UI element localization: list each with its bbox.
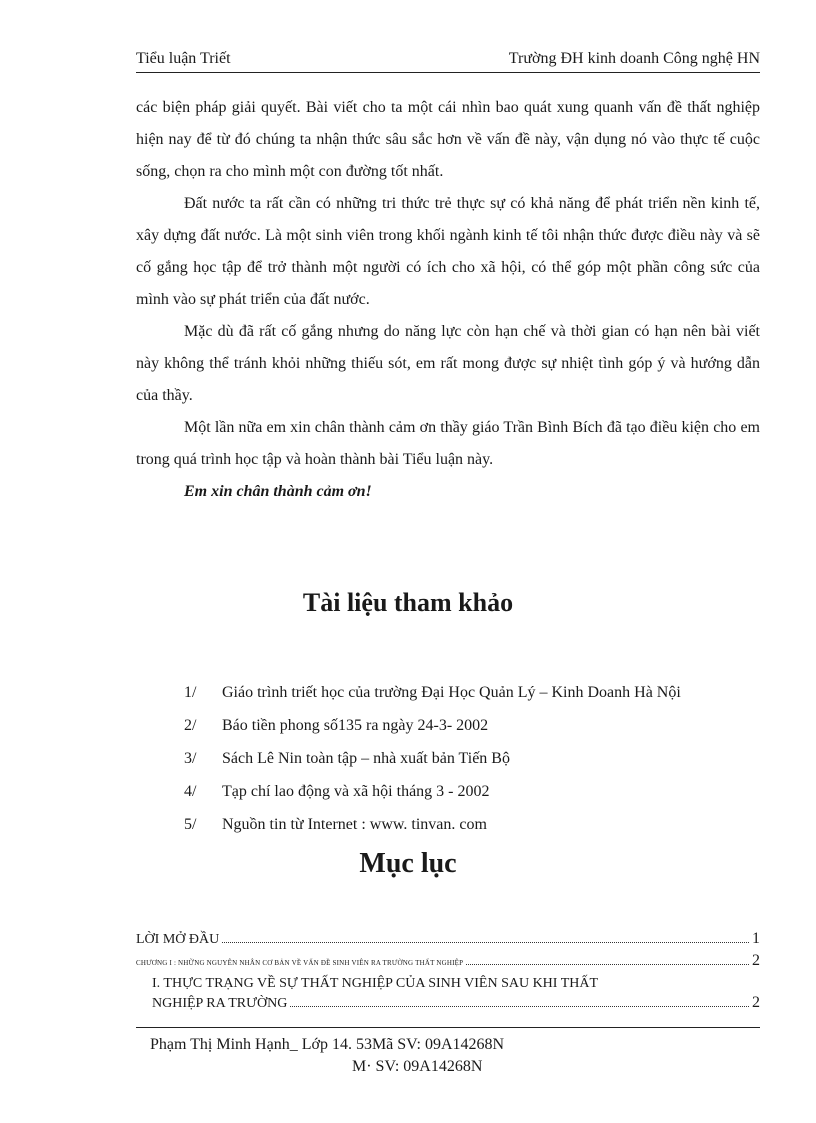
paragraph-3: Mặc dù đã rất cố gắng nhưng do năng lực còn hạn chế và thời gian có hạn nên bài viết này không thể tránh khỏi những thiếu sót, em rất mong được sự nhiệt tình góp ý và hướng dẫn của thầy. (136, 323, 760, 404)
reference-number: 4/ (184, 783, 197, 800)
header-right: Trường ĐH kinh doanh Công nghệ HN (508, 50, 760, 67)
toc-entry-page: 1 (752, 930, 760, 947)
reference-number: 2/ (184, 717, 197, 734)
header-left: Tiểu luận Triết (136, 50, 231, 67)
toc-title: Mục lục (359, 848, 457, 879)
body-text (136, 92, 760, 508)
toc-entry-chapter-1[interactable] (136, 952, 760, 970)
table-of-contents (136, 930, 760, 1012)
footer-divider (136, 1027, 760, 1028)
reference-number: 5/ (184, 816, 197, 833)
references-list (184, 684, 774, 849)
toc-entry-label: LỜI MỞ ĐẦU (136, 932, 220, 947)
toc-entry-section-1[interactable] (136, 976, 760, 992)
reference-number: 3/ (184, 750, 197, 767)
reference-text: Tạp chí lao động và xã hội tháng 3 - 2002 (222, 783, 490, 800)
toc-entry-label: I. THỰC TRẠNG VỀ SỰ THẤT NGHIỆP CỦA SINH VIÊN SAU KHI THẤT (152, 976, 599, 991)
closing-line: Em xin chân thành cảm ơn! (184, 483, 372, 500)
toc-entry-label: CHƯƠNG I : NHỮNG NGUYÊN NHÂN CƠ BẢN VỀ VẤN ĐỀ SINH VIÊN RA TRƯỜNG THẤT NGHIỆP (136, 959, 464, 967)
footer-line-2: M· SV: 09A14268N (352, 1058, 483, 1075)
reference-number: 1/ (184, 684, 197, 701)
toc-leader-dots (290, 1006, 749, 1007)
toc-leader-dots (222, 942, 749, 943)
page-header (136, 48, 760, 73)
paragraph-4: Một lần nữa em xin chân thành cảm ơn thầy giáo Trần Bình Bích đã tạo điều kiện cho em trong quá trình học tập và hoàn thành bài Tiểu luận này. (136, 419, 760, 468)
reference-text: Báo tiền phong số135 ra ngày 24-3- 2002 (222, 717, 489, 734)
toc-entry-page: 2 (752, 994, 760, 1011)
paragraph-1: các biện pháp giải quyết. Bài viết cho ta một cái nhìn bao quát xung quanh vấn đề thất nghiệp hiện nay để từ đó chúng ta nhận thức sâu sắc hơn về vấn đề này, vận dụng nó vào thực tế cuộc sống, chọn ra cho mình một con đường tốt nhất. (136, 99, 760, 180)
reference-text: Sách Lê Nin toàn tập – nhà xuất bản Tiến Bộ (222, 750, 510, 767)
toc-leader-dots (466, 964, 749, 965)
reference-item (184, 684, 774, 717)
references-title: Tài liệu tham khảo (302, 588, 514, 617)
toc-entry-section-1-cont[interactable] (136, 994, 760, 1012)
reference-text: Giáo trình triết học của trường Đại Học Quản Lý – Kinh Doanh Hà Nội (222, 684, 681, 701)
reference-item (184, 783, 774, 816)
toc-entry-intro[interactable] (136, 930, 760, 948)
reference-item (184, 750, 774, 783)
paragraph-2: Đất nước ta rất cần có những tri thức trẻ thực sự có khả năng để phát triển nền kinh tế, xây dựng đất nước. Là một sinh viên trong khối ngành kinh tế tôi nhận thức được điều này và sẽ cố gắng học tập để trở thành một người có ích cho xã hội, có thể góp một phần công sức của mình vào sự phát triển của đất nước. (136, 195, 760, 308)
footer-line-1: Phạm Thị Minh Hạnh_ Lớp 14. 53Mã SV: 09A14268N (150, 1036, 505, 1053)
reference-text: Nguồn tin từ Internet : www. tinvan. com (222, 816, 487, 833)
toc-entry-label-cont: NGHIỆP RA TRƯỜNG (152, 996, 288, 1011)
toc-entry-page: 2 (752, 952, 760, 969)
reference-item (184, 717, 774, 750)
reference-item (184, 816, 774, 849)
